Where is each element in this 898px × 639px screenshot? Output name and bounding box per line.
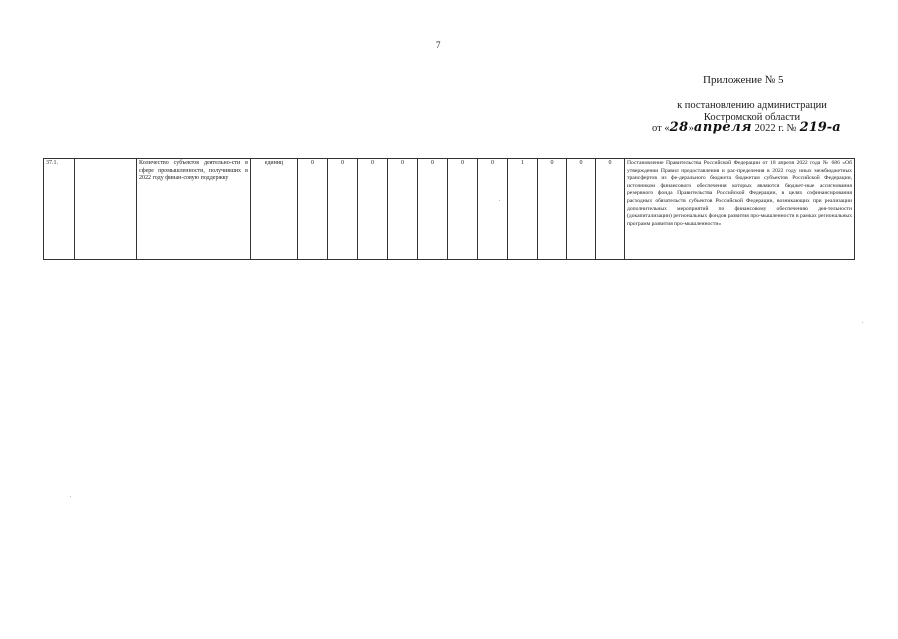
appendix-title: Приложение № 5 [703, 74, 784, 86]
scan-speck [862, 322, 863, 323]
resolution-line-2: Костромской области [703, 112, 801, 123]
date-prefix: от « [652, 123, 670, 134]
legal-basis: Постановление Правительства Российской Федерации от 18 апреля 2022 года № 686 «Об утверждении Правил предоставления и рас-пределения в 2022 году иных межбюджетных трансфертов из фе-дерального бюджета бюджетам субъектов Российской Федерации, источником финансового обеспечения которых являются бюджет-ные ассигнования резервного фонда Правительства Российской Федерации, в целях софинансирования расходных обязательств субъектов Российской Федерации, возникающих при реализации дополнительных мероприятий по финансовому обеспечению дея-тельности (докапитализации) региональных фондов развития про-мышленности в рамках региональных программ развития про-мышленности» [625, 159, 855, 260]
date-year: 2022 г. № [754, 123, 797, 134]
value-cell: 0 [418, 159, 448, 260]
date-day-handwritten: 28 [669, 120, 689, 135]
resolution-date-line [652, 120, 841, 135]
unit-of-measure: единиц [251, 159, 298, 260]
value-cell: 0 [448, 159, 478, 260]
scan-speck [499, 200, 500, 201]
row-number: 37.1. [44, 159, 75, 260]
page-number: 7 [436, 40, 441, 50]
row-empty-cell [75, 159, 137, 260]
indicator-name: Количество субъектов деятельно-сти в сфере промышленности, получивших в 2022 году финан-совую поддержку [137, 159, 251, 260]
table-row [44, 159, 855, 260]
value-cell: 0 [328, 159, 358, 260]
indicators-table [43, 158, 855, 260]
value-cell: 0 [298, 159, 328, 260]
value-cell: 0 [596, 159, 625, 260]
value-cell: 0 [478, 159, 508, 260]
date-month-handwritten: апреля [693, 120, 753, 135]
value-cell: 0 [388, 159, 418, 260]
resolution-line-1: к постановлению администрации [677, 100, 827, 111]
scan-speck [70, 496, 71, 497]
value-cell: 0 [567, 159, 596, 260]
date-mid: » [688, 123, 694, 134]
value-cell: 1 [508, 159, 538, 260]
value-cell: 0 [358, 159, 388, 260]
value-cell: 0 [538, 159, 567, 260]
resolution-number-handwritten: 219-а [799, 120, 841, 135]
